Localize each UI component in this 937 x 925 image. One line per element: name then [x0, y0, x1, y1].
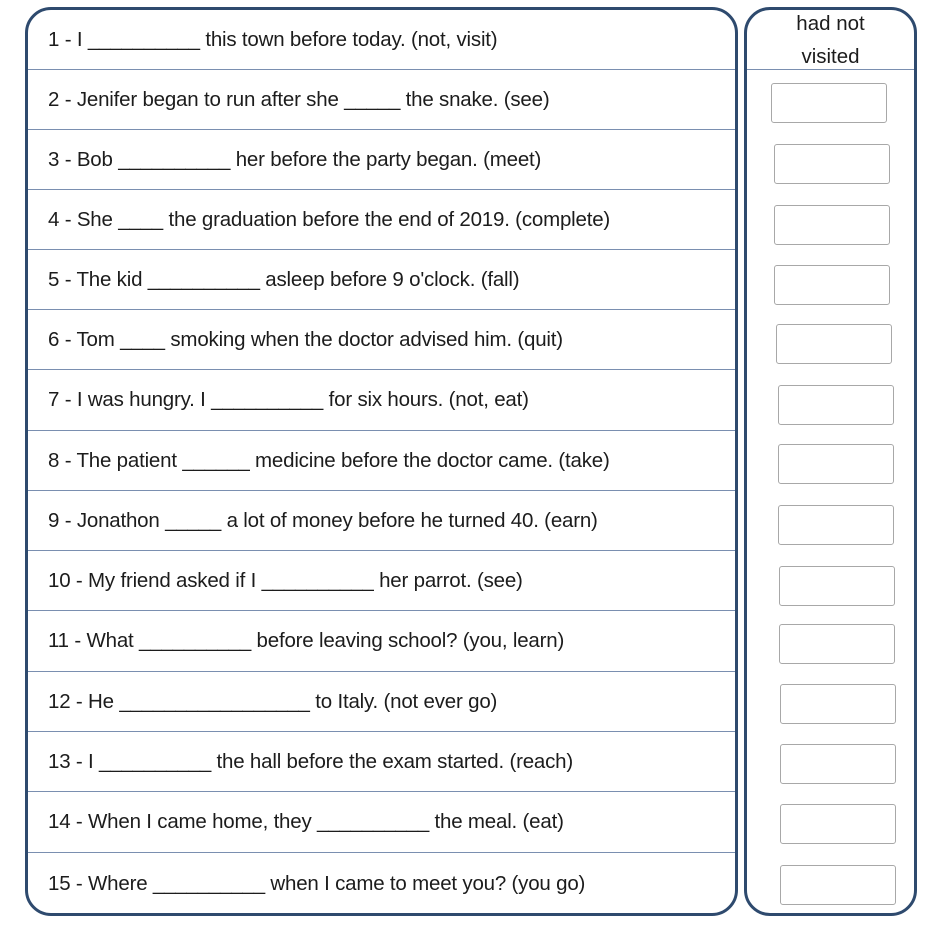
question-blank: __________: [147, 267, 260, 291]
question-prefix: The kid: [76, 267, 148, 291]
question-text: [48, 810, 564, 834]
question-text: [48, 148, 541, 172]
answer-box[interactable]: [780, 865, 896, 905]
question-suffix: her parrot. (see): [373, 568, 523, 592]
question-text: [48, 88, 549, 112]
answer-box[interactable]: [780, 744, 896, 784]
answer-box[interactable]: [774, 144, 890, 184]
question-text: [48, 449, 610, 473]
question-row: [28, 853, 735, 915]
question-blank: __________: [99, 749, 212, 773]
question-blank: ______: [182, 448, 250, 472]
question-row: [28, 70, 735, 130]
question-suffix: the meal. (eat): [429, 810, 564, 833]
question-text: [48, 872, 585, 896]
questions-panel: [25, 7, 738, 916]
question-number: 9 -: [48, 508, 77, 532]
question-blank: __________: [211, 388, 324, 411]
question-suffix: medicine before the doctor came. (take): [249, 448, 610, 472]
question-prefix: He: [88, 689, 120, 713]
question-prefix: I: [88, 749, 100, 773]
question-suffix: the hall before the exam started. (reach): [211, 749, 573, 773]
question-row: [28, 491, 735, 551]
answer-box[interactable]: [778, 385, 894, 425]
question-text: [48, 328, 563, 352]
answer-box[interactable]: [771, 83, 887, 123]
question-suffix: the snake. (see): [400, 87, 550, 111]
answer-box[interactable]: [778, 444, 894, 484]
question-row: [28, 611, 735, 672]
question-suffix: smoking when the doctor advised him. (quit): [164, 327, 563, 351]
question-text: [48, 509, 598, 533]
question-blank: ____: [120, 327, 165, 351]
question-blank: ____: [118, 207, 164, 231]
question-number: 14 -: [48, 810, 89, 833]
question-blank: __________: [87, 27, 200, 51]
question-row: [28, 310, 735, 370]
question-number: 2 -: [48, 87, 77, 111]
question-row: [28, 792, 735, 853]
question-number: 3 -: [48, 147, 77, 171]
question-suffix: before leaving school? (you, learn): [251, 629, 565, 652]
question-prefix: Bob: [76, 147, 119, 171]
question-number: 13 -: [48, 749, 89, 773]
question-prefix: Jenifer began to run after she: [76, 87, 345, 111]
question-suffix: her before the party began. (meet): [230, 147, 542, 171]
question-prefix: The patient: [76, 448, 183, 472]
question-prefix: My friend asked if I: [88, 568, 262, 592]
question-row: [28, 370, 735, 431]
question-suffix: a lot of money before he turned 40. (earn): [221, 508, 598, 532]
answers-panel: [744, 7, 917, 916]
example-answer-line2: visited: [801, 45, 860, 68]
answer-box[interactable]: [778, 505, 894, 545]
example-answer: [747, 10, 914, 70]
question-blank: _____: [165, 508, 222, 532]
answer-box[interactable]: [774, 265, 890, 305]
answer-box[interactable]: [780, 804, 896, 844]
question-text: [48, 268, 519, 292]
question-suffix: the graduation before the end of 2019. (complete): [163, 207, 611, 231]
question-row: [28, 431, 735, 491]
question-blank: __________: [139, 629, 252, 652]
question-suffix: to Italy. (not ever go): [309, 689, 498, 713]
question-prefix: Jonathon: [76, 508, 166, 532]
question-number: 12 -: [48, 689, 89, 713]
question-prefix: What: [86, 629, 140, 652]
question-suffix: this town before today. (not, visit): [199, 27, 498, 51]
question-blank: __________: [118, 147, 231, 171]
question-text: [48, 690, 497, 714]
question-row: [28, 551, 735, 611]
question-blank: _________________: [119, 689, 310, 713]
question-blank: _____: [344, 87, 401, 111]
question-suffix: asleep before 9 o'clock. (fall): [259, 267, 520, 291]
question-suffix: when I came to meet you? (you go): [264, 872, 586, 895]
answer-box[interactable]: [774, 205, 890, 245]
question-row: [28, 250, 735, 310]
question-prefix: Tom: [76, 327, 121, 351]
question-text: [48, 388, 529, 412]
question-text: [48, 569, 523, 593]
question-prefix: Where: [88, 872, 153, 895]
example-answer-line1: had not: [796, 12, 865, 35]
question-prefix: I: [76, 27, 88, 51]
answer-box[interactable]: [780, 684, 896, 724]
answer-box[interactable]: [776, 324, 892, 364]
question-number: 6 -: [48, 327, 77, 351]
question-prefix: She: [76, 207, 119, 231]
question-prefix: I was hungry. I: [76, 388, 212, 411]
question-suffix: for six hours. (not, eat): [323, 388, 529, 411]
question-blank: __________: [152, 872, 265, 895]
question-number: 1 -: [48, 27, 77, 51]
question-number: 11 -: [48, 629, 87, 652]
question-text: [48, 28, 497, 52]
question-row: [28, 10, 735, 70]
question-blank: __________: [261, 568, 374, 592]
question-number: 4 -: [48, 207, 77, 231]
question-number: 15 -: [48, 872, 89, 895]
question-number: 7 -: [48, 388, 77, 411]
answer-box[interactable]: [779, 624, 895, 664]
question-text: [48, 629, 564, 653]
question-text: [48, 208, 610, 232]
question-number: 8 -: [48, 448, 77, 472]
question-number: 10 -: [48, 568, 89, 592]
question-text: [48, 750, 573, 774]
question-number: 5 -: [48, 267, 77, 291]
question-row: [28, 190, 735, 250]
question-blank: __________: [317, 810, 430, 833]
answer-box[interactable]: [779, 566, 895, 606]
question-row: [28, 130, 735, 190]
question-prefix: When I came home, they: [88, 810, 318, 833]
question-row: [28, 732, 735, 792]
question-row: [28, 672, 735, 732]
